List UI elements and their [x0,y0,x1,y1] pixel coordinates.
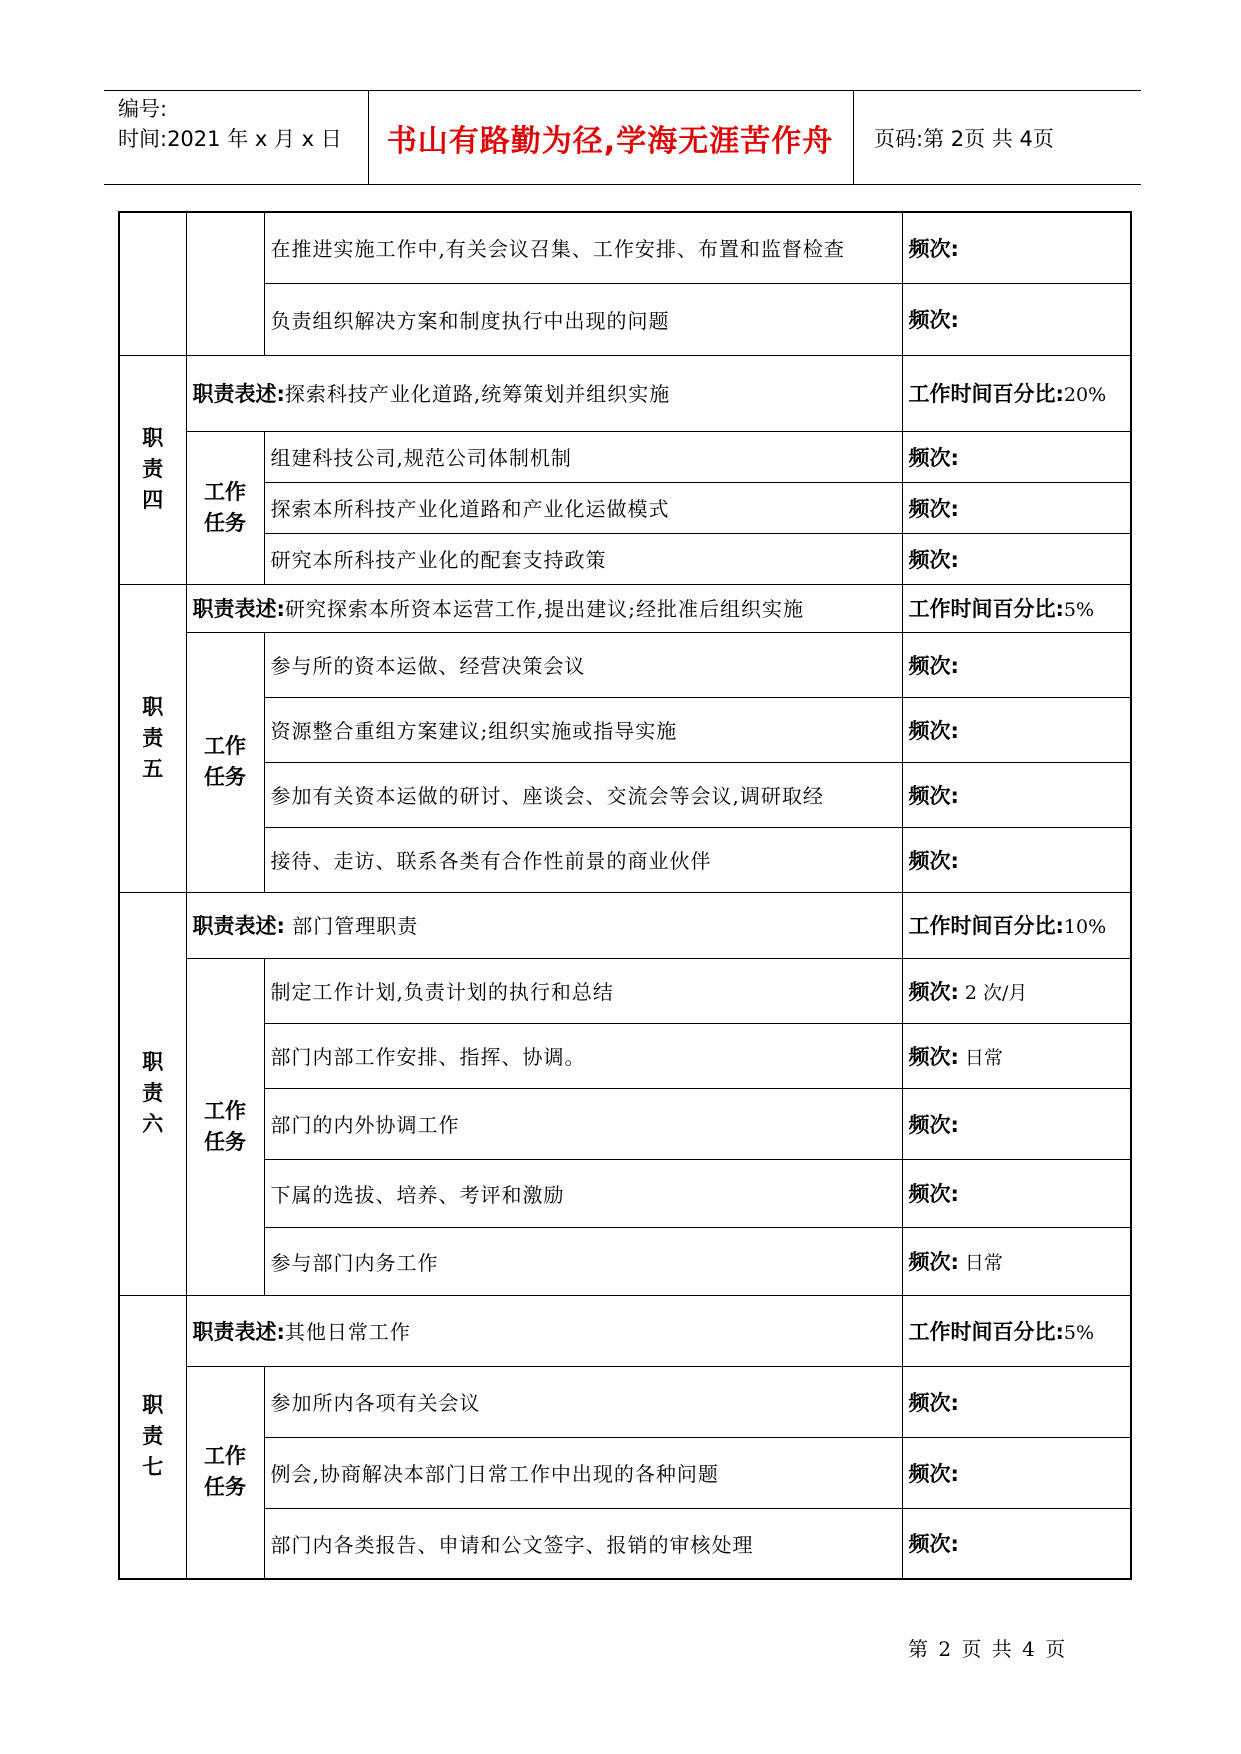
task-text: 制定工作计划,负责计划的执行和总结 [264,958,902,1023]
table-row [119,212,1131,283]
frequency-cell [902,1366,1131,1437]
table-row [119,1508,1131,1579]
frequency-cell [902,1227,1131,1295]
task-text: 接待、走访、联系各类有合作性前景的商业伙伴 [264,827,902,892]
table-row [119,1366,1131,1437]
page-header [104,90,1141,185]
duty-description [186,1295,902,1366]
task-label [186,431,264,584]
description-key: 职责表述: [192,914,285,938]
frequency-cell [902,1023,1131,1088]
frequency-label: 频次: [908,1390,959,1415]
frequency-cell [902,533,1131,584]
duty-label-5 [119,584,186,892]
table-row [119,1437,1131,1508]
duty-label-text: 职 责 四 [142,426,164,512]
header-divider [368,91,369,184]
frequency-cell [902,697,1131,762]
table-row [119,1023,1131,1088]
table-row [119,958,1131,1023]
description-key: 职责表述: [192,1319,285,1344]
frequency-cell [902,762,1131,827]
task-label [186,958,264,1295]
time-percent-value: 5% [1063,1321,1095,1344]
description-text: 部门管理职责 [284,914,419,938]
frequency-label: 频次: [908,1461,959,1486]
table-row [119,355,1131,431]
time-percent-value: 20% [1063,384,1107,406]
time-percent-cell [902,355,1131,431]
table-row [119,827,1131,892]
task-text: 参与部门内务工作 [264,1227,902,1295]
duty-label-6 [119,892,186,1295]
header-divider [853,91,854,184]
task-text: 例会,协商解决本部门日常工作中出现的各种问题 [264,1437,902,1508]
frequency-cell [902,1437,1131,1508]
frequency-label: 频次: [908,445,959,470]
frequency-cell [902,1088,1131,1159]
frequency-value: 日常 [964,1046,1003,1069]
frequency-cell [902,1508,1131,1579]
frequency-label: 频次: [908,547,959,572]
description-text: 研究探索本所资本运营工作,提出建议;经批准后组织实施 [284,597,805,621]
task-text: 参加有关资本运做的研讨、座谈会、交流会等会议,调研取经 [264,762,902,827]
task-text: 下属的选拔、培养、考评和激励 [264,1159,902,1227]
frequency-label: 频次: [908,848,959,873]
table-row [119,584,1131,632]
duty-description [186,892,902,958]
duty-label-4 [119,355,186,584]
frequency-value: 2 次/月 [964,981,1028,1004]
task-label-text: 工作 任务 [204,1098,246,1154]
frequency-label: 频次: [908,1044,959,1069]
task-label-text: 工作 任务 [204,479,246,535]
table-row [119,283,1131,355]
document-time-label: 时间:2021 年 x 月 x 日 [118,127,342,151]
duty-description [186,355,902,431]
table-row [119,533,1131,584]
table-row [119,1159,1131,1227]
frequency-label: 频次: [908,236,959,261]
frequency-cell [902,482,1131,533]
frequency-label: 频次: [908,783,959,808]
task-label-text: 工作 任务 [204,734,246,789]
frequency-label: 频次: [908,1250,959,1274]
table-row [119,482,1131,533]
frequency-cell [902,827,1131,892]
time-percent-cell [902,584,1131,632]
duty-table [118,211,1132,1580]
duty-description [186,584,902,632]
description-text: 探索科技产业化道路,统筹策划并组织实施 [284,382,671,406]
table-row [119,762,1131,827]
task-label-cell [186,212,264,355]
header-page-number: 页码:第 2页 共 4页 [874,126,1054,151]
task-text: 参与所的资本运做、经营决策会议 [264,632,902,697]
task-text: 研究本所科技产业化的配套支持政策 [264,533,902,584]
task-text: 负责组织解决方案和制度执行中出现的问题 [264,283,902,355]
header-info [118,94,368,154]
task-label-text: 工作 任务 [204,1444,246,1500]
task-text: 部门的内外协调工作 [264,1088,902,1159]
table-row [119,1227,1131,1295]
duty-label-text: 职 责 六 [142,1050,164,1136]
table-row [119,431,1131,482]
table-row [119,892,1131,958]
time-percent-cell [902,892,1131,958]
frequency-cell [902,958,1131,1023]
task-text: 在推进实施工作中,有关会议召集、工作安排、布置和监督检查 [264,212,902,283]
frequency-label: 频次: [908,979,959,1004]
time-percent-cell [902,1295,1131,1366]
time-percent-key: 工作时间百分比: [908,914,1064,938]
duty-label-text: 职 责 五 [142,694,164,781]
duty-label-text: 职 责 七 [142,1393,164,1480]
table-row [119,632,1131,697]
footer-page-number: 第 2 页 共 4 页 [908,1637,1066,1661]
duty-label-7 [119,1295,186,1579]
frequency-value: 日常 [964,1252,1003,1274]
time-percent-value: 10% [1063,916,1107,938]
frequency-cell [902,283,1131,355]
frequency-label: 频次: [908,718,959,743]
frequency-cell [902,1159,1131,1227]
header-motto: 书山有路勤为径,学海无涯苦作舟 [386,123,834,159]
frequency-cell [902,212,1131,283]
task-text: 部门内部工作安排、指挥、协调。 [264,1023,902,1088]
time-percent-key: 工作时间百分比: [908,1319,1064,1344]
description-key: 职责表述: [192,597,285,621]
duty-label-cell [119,212,186,355]
time-percent-key: 工作时间百分比: [908,382,1064,406]
task-text: 资源整合重组方案建议;组织实施或指导实施 [264,697,902,762]
document-number-label: 编号: [118,97,168,121]
frequency-cell [902,431,1131,482]
frequency-label: 频次: [908,653,959,678]
task-label [186,632,264,892]
task-text: 组建科技公司,规范公司体制机制 [264,431,902,482]
description-text: 其他日常工作 [284,1319,411,1344]
table-row [119,1295,1131,1366]
table-row [119,697,1131,762]
frequency-label: 频次: [908,1182,959,1206]
frequency-label: 频次: [908,308,959,332]
frequency-label: 频次: [908,1532,959,1557]
task-text: 参加所内各项有关会议 [264,1366,902,1437]
table-row [119,1088,1131,1159]
description-key: 职责表述: [192,382,285,406]
frequency-label: 频次: [908,496,959,521]
frequency-label: 频次: [908,1112,959,1137]
task-label [186,1366,264,1579]
time-percent-value: 5% [1063,599,1095,621]
task-text: 部门内各类报告、申请和公文签字、报销的审核处理 [264,1508,902,1579]
time-percent-key: 工作时间百分比: [908,597,1064,621]
task-text: 探索本所科技产业化道路和产业化运做模式 [264,482,902,533]
frequency-cell [902,632,1131,697]
